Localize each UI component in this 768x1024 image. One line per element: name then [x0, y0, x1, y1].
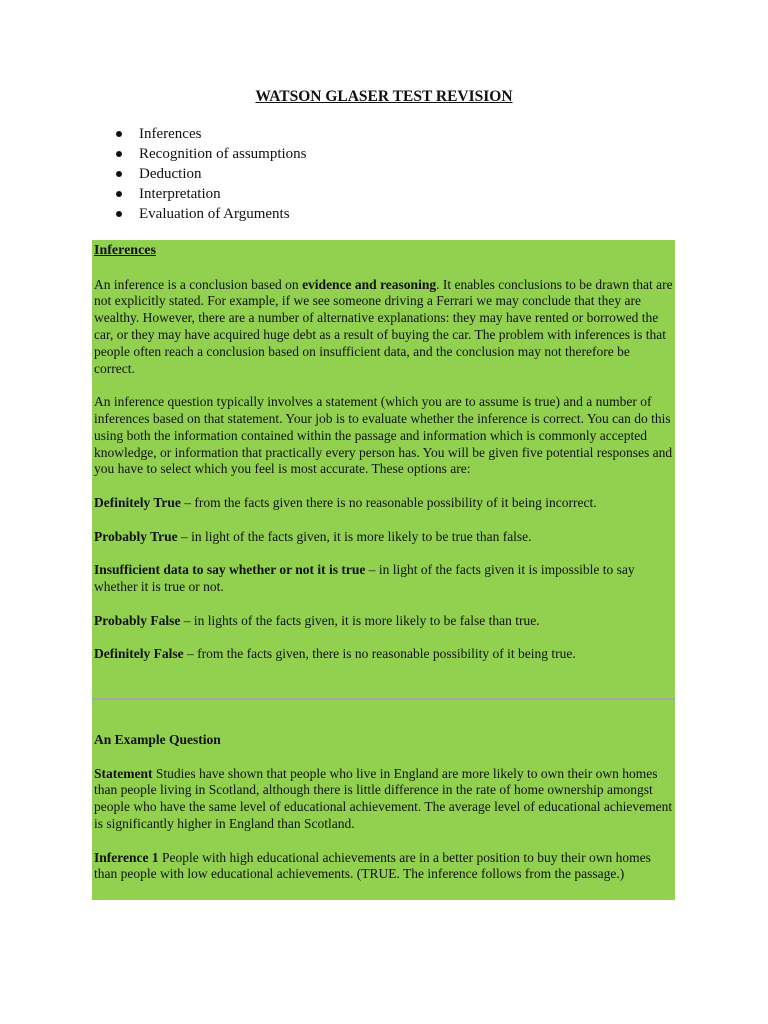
option-definitely-true	[94, 495, 673, 512]
definition-paragraph	[94, 277, 673, 378]
question-paragraph: An inference question typically involves a statement (which you are to assume is true) and a number of inferences based on that statement. Your job is to evaluate whether the inference is correct. You can do this using both the information contained within the passage and information which is commonly accepted knowledge, or information that practically every person has. You will be given five potential responses and you have to select which you feel is most accurate. These options are:	[94, 394, 673, 477]
paragraph-text: An inference is a conclusion based on	[94, 276, 303, 292]
option-insufficient-data	[94, 562, 673, 596]
option-probably-false	[94, 613, 673, 630]
paragraph-text: . It enables conclusions to be drawn that are not explicitly stated. For example, if we see someone driving a Ferrari we may conclude that they are wealthy. However, there are a number of alternative explanations: they may have rented or borrowed the car, or they may have acquired huge debt as a result of buying the car. The problem with inferences is that people often reach a conclusion based on insufficient data, and the conclusion may not therefore be correct.	[94, 276, 673, 376]
list-item-label: Evaluation of Arguments	[139, 206, 290, 222]
example-heading: An Example Question	[94, 732, 221, 747]
list-item	[114, 164, 307, 184]
option-term: Probably True	[94, 528, 178, 544]
option-text: – from the facts given, there is no reasonable possibility of it being true.	[183, 646, 576, 662]
statement-text: Studies have shown that people who live in England are more likely to own their own homes than people living in Scotland, although there is little difference in the rate of home ownership amongst people who have the same level of educational achievement. The average level of educational achievement is significantly higher in England than Scotland.	[94, 765, 673, 831]
section-heading	[94, 242, 673, 260]
statement-label: Statement	[94, 765, 153, 781]
option-text: – in light of the facts given it is impossible to say whether it is true or not.	[94, 562, 635, 594]
topic-list	[114, 124, 307, 224]
inference-paragraph	[94, 850, 673, 884]
bullet-icon	[116, 131, 122, 137]
document-title: WATSON GLASER TEST REVISION	[255, 88, 513, 105]
inferences-heading: Inferences	[94, 243, 156, 258]
list-item	[114, 124, 307, 144]
option-text: – in lights of the facts given, it is more likely to be false than true.	[180, 612, 540, 628]
inference-text: People with high educational achievements are in a better position to buy their own homes than people with low educational achievements. (TRUE. The inference follows from the passage.)	[94, 849, 651, 882]
option-text: – from the facts given there is no reasonable possibility of it being incorrect.	[180, 494, 597, 510]
list-item-label: Recognition of assumptions	[139, 146, 307, 162]
bullet-icon	[116, 171, 122, 177]
option-term: Definitely False	[94, 646, 184, 662]
list-item-label: Inferences	[139, 126, 202, 142]
list-item	[114, 204, 307, 224]
option-term: Definitely True	[94, 494, 181, 510]
statement-paragraph	[94, 766, 673, 833]
example-question-section	[92, 700, 675, 900]
option-term: Insufficient data to say whether or not it is true	[94, 562, 366, 578]
bullet-icon	[116, 151, 122, 157]
inferences-section	[92, 240, 675, 698]
list-item	[114, 144, 307, 164]
option-term: Probably False	[94, 612, 181, 628]
list-item-label: Interpretation	[139, 186, 221, 202]
option-text: – in light of the facts given, it is more likely to be true than false.	[177, 528, 532, 544]
bullet-icon	[116, 191, 122, 197]
inference-label: Inference 1	[94, 849, 159, 865]
list-item-label: Deduction	[139, 166, 202, 182]
list-item	[114, 184, 307, 204]
emphasis-text: evidence and reasoning	[302, 276, 437, 292]
bullet-icon	[116, 211, 122, 217]
option-definitely-false	[94, 646, 673, 663]
option-probably-true	[94, 529, 673, 546]
